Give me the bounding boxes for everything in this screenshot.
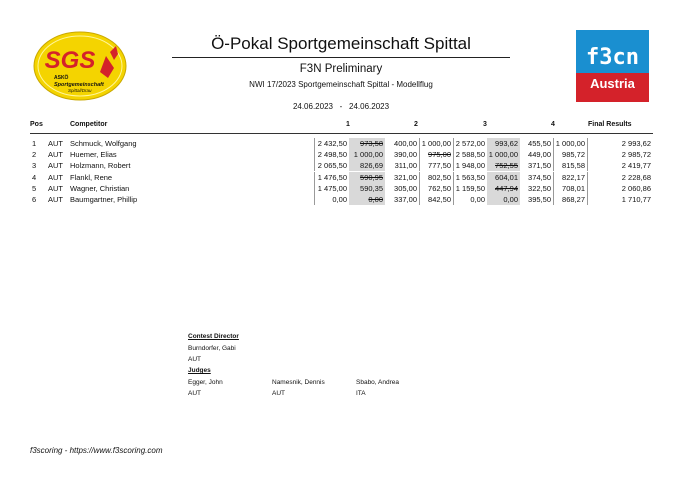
- judge-name: Namesnik, Dennis: [272, 379, 325, 386]
- col-header-round-4: 4: [551, 121, 555, 128]
- judge-nat: AUT: [188, 390, 201, 397]
- score-cell: 2 498,50: [314, 149, 349, 160]
- position-cell: 3: [32, 161, 37, 170]
- score-cell: [419, 149, 453, 160]
- table-row: [0, 172, 681, 183]
- logo-line1-text: Sportgemeinschaft: [54, 82, 104, 88]
- table-row: [0, 194, 681, 205]
- score-cell: 826,69: [349, 160, 385, 171]
- date-separator: -: [339, 102, 343, 111]
- score-cell: 1 000,00: [419, 138, 453, 149]
- score-cell: 590,35: [349, 183, 385, 194]
- score-cell: 2 572,00: [453, 138, 487, 149]
- score-cell: 1 948,00: [453, 160, 487, 171]
- dropped-score: 590,95: [360, 173, 383, 182]
- score-cell: [487, 160, 520, 171]
- score-cell: 395,50: [528, 195, 551, 204]
- col-header-competitor: Competitor: [70, 121, 108, 128]
- score-cell: 1 475,00: [314, 183, 349, 194]
- score-cell: 815,58: [553, 160, 587, 171]
- col-header-round-1: 1: [346, 121, 350, 128]
- judge-nat: ITA: [356, 390, 366, 397]
- score-cell: 777,50: [419, 160, 453, 171]
- final-result-cell: 2 060,86: [587, 183, 653, 194]
- event-name: NWI 17/2023 Sportgemeinschaft Spittal - Modellflug: [249, 80, 433, 89]
- score-cell: 1 000,00: [553, 138, 587, 149]
- score-cell: [349, 138, 385, 149]
- score-cell: 802,50: [419, 172, 453, 183]
- score-cell: 708,01: [553, 183, 587, 194]
- score-cell: 993,62: [487, 138, 520, 149]
- logo-line2-text: Spittal/Drau: [68, 88, 92, 93]
- contest-director-name: Burndorfer, Gabi: [188, 345, 236, 352]
- score-cell: 1 000,00: [488, 150, 518, 159]
- judge-nat: AUT: [272, 390, 285, 397]
- score-cell: 0,00: [453, 194, 487, 205]
- judge-name: Sbabo, Andrea: [356, 379, 400, 386]
- competitor-name: Wagner, Christian: [70, 184, 130, 193]
- event-dates: [160, 102, 522, 111]
- logo-sgs-text: SGS: [44, 47, 96, 74]
- page-subtitle: F3N Preliminary: [299, 63, 383, 75]
- score-cell: 842,50: [419, 194, 453, 205]
- score-cell: 1 563,50: [453, 172, 487, 183]
- contest-director-heading: Contest Director: [188, 333, 239, 340]
- score-cell: 322,50: [528, 184, 551, 193]
- score-cell: 400,00: [394, 139, 417, 148]
- score-cell: [349, 172, 385, 183]
- score-cell: 0,00: [314, 194, 349, 205]
- table-row: [0, 138, 681, 149]
- dropped-score: 752,55: [495, 161, 518, 170]
- dropped-score: 975,00: [428, 150, 451, 159]
- table-row: [0, 149, 681, 160]
- nation-cell: AUT: [48, 161, 63, 170]
- table-row: [0, 183, 681, 194]
- logo-f3cn-text: f3cn: [586, 45, 639, 70]
- date-to: 24.06.2023: [349, 102, 390, 111]
- score-cell: 0,00: [487, 194, 520, 205]
- nation-cell: AUT: [48, 150, 63, 159]
- score-cell: [487, 183, 520, 194]
- position-cell: 2: [32, 150, 37, 159]
- logo-austria-text: Austria: [590, 76, 635, 91]
- nation-cell: AUT: [48, 173, 63, 182]
- nation-cell: AUT: [48, 195, 63, 204]
- competitor-name: Baumgartner, Phillip: [70, 195, 138, 204]
- score-cell: 1 000,00: [349, 149, 385, 160]
- score-cell: 455,50: [528, 139, 551, 148]
- f3cn-austria-logo: [576, 30, 649, 102]
- final-result-cell: 2 993,62: [587, 138, 653, 149]
- score-cell: 337,00: [394, 195, 417, 204]
- score-cell: 390,00: [394, 150, 417, 159]
- score-cell: 762,50: [419, 183, 453, 194]
- final-result-cell: 2 419,77: [587, 160, 653, 171]
- position-cell: 1: [32, 139, 37, 148]
- date-from: 24.06.2023: [292, 102, 333, 111]
- nation-cell: AUT: [48, 139, 63, 148]
- competitor-name: Flankl, Rene: [70, 173, 113, 182]
- dropped-score: 0,00: [368, 195, 383, 204]
- position-cell: 6: [32, 195, 37, 204]
- table-row: [0, 160, 681, 171]
- dropped-score: 447,94: [495, 184, 518, 193]
- score-cell: [349, 194, 385, 205]
- score-cell: 604,01: [487, 172, 520, 183]
- col-header-round-3: 3: [483, 121, 487, 128]
- final-result-cell: 2 228,68: [587, 172, 653, 183]
- footer-text: f3scoring - https://www.f3scoring.com: [30, 446, 163, 455]
- score-cell: 985,72: [553, 149, 587, 160]
- contest-director-nat: AUT: [188, 356, 201, 363]
- position-cell: 5: [32, 184, 37, 193]
- score-cell: 1 476,50: [314, 172, 349, 183]
- score-cell: 1 159,50: [453, 183, 487, 194]
- judge-name: Egger, John: [188, 379, 223, 386]
- competitor-name: Holzmann, Robert: [70, 161, 131, 170]
- score-cell: 311,00: [394, 161, 417, 170]
- final-result-cell: 2 985,72: [587, 149, 653, 160]
- competitor-name: Huemer, Elias: [70, 150, 117, 159]
- nation-cell: AUT: [48, 184, 63, 193]
- club-logo: [32, 30, 128, 102]
- score-cell: 321,00: [394, 173, 417, 182]
- score-cell: 822,17: [553, 172, 587, 183]
- title-divider: [172, 57, 510, 58]
- score-cell: 374,50: [528, 173, 551, 182]
- score-cell: 305,00: [394, 184, 417, 193]
- score-cell: 2 065,50: [314, 160, 349, 171]
- final-result-cell: 1 710,77: [587, 194, 653, 205]
- dropped-score: 973,58: [360, 139, 383, 148]
- judges-heading: Judges: [188, 367, 211, 374]
- col-header-pos: Pos: [30, 121, 43, 128]
- score-cell: 2 588,50: [453, 149, 487, 160]
- score-cell: 449,00: [528, 150, 551, 159]
- score-cell: 2 432,50: [314, 138, 349, 149]
- competitor-name: Schmuck, Wolfgang: [70, 139, 137, 148]
- logo-club-text: ASKÖ: [54, 75, 69, 81]
- position-cell: 4: [32, 173, 37, 182]
- score-cell: 371,50: [528, 161, 551, 170]
- header-divider: [30, 133, 653, 134]
- score-cell: 868,27: [553, 194, 587, 205]
- col-header-final: Final Results: [588, 121, 632, 128]
- page-title: Ö-Pokal Sportgemeinschaft Spittal: [211, 34, 471, 53]
- col-header-round-2: 2: [414, 121, 418, 128]
